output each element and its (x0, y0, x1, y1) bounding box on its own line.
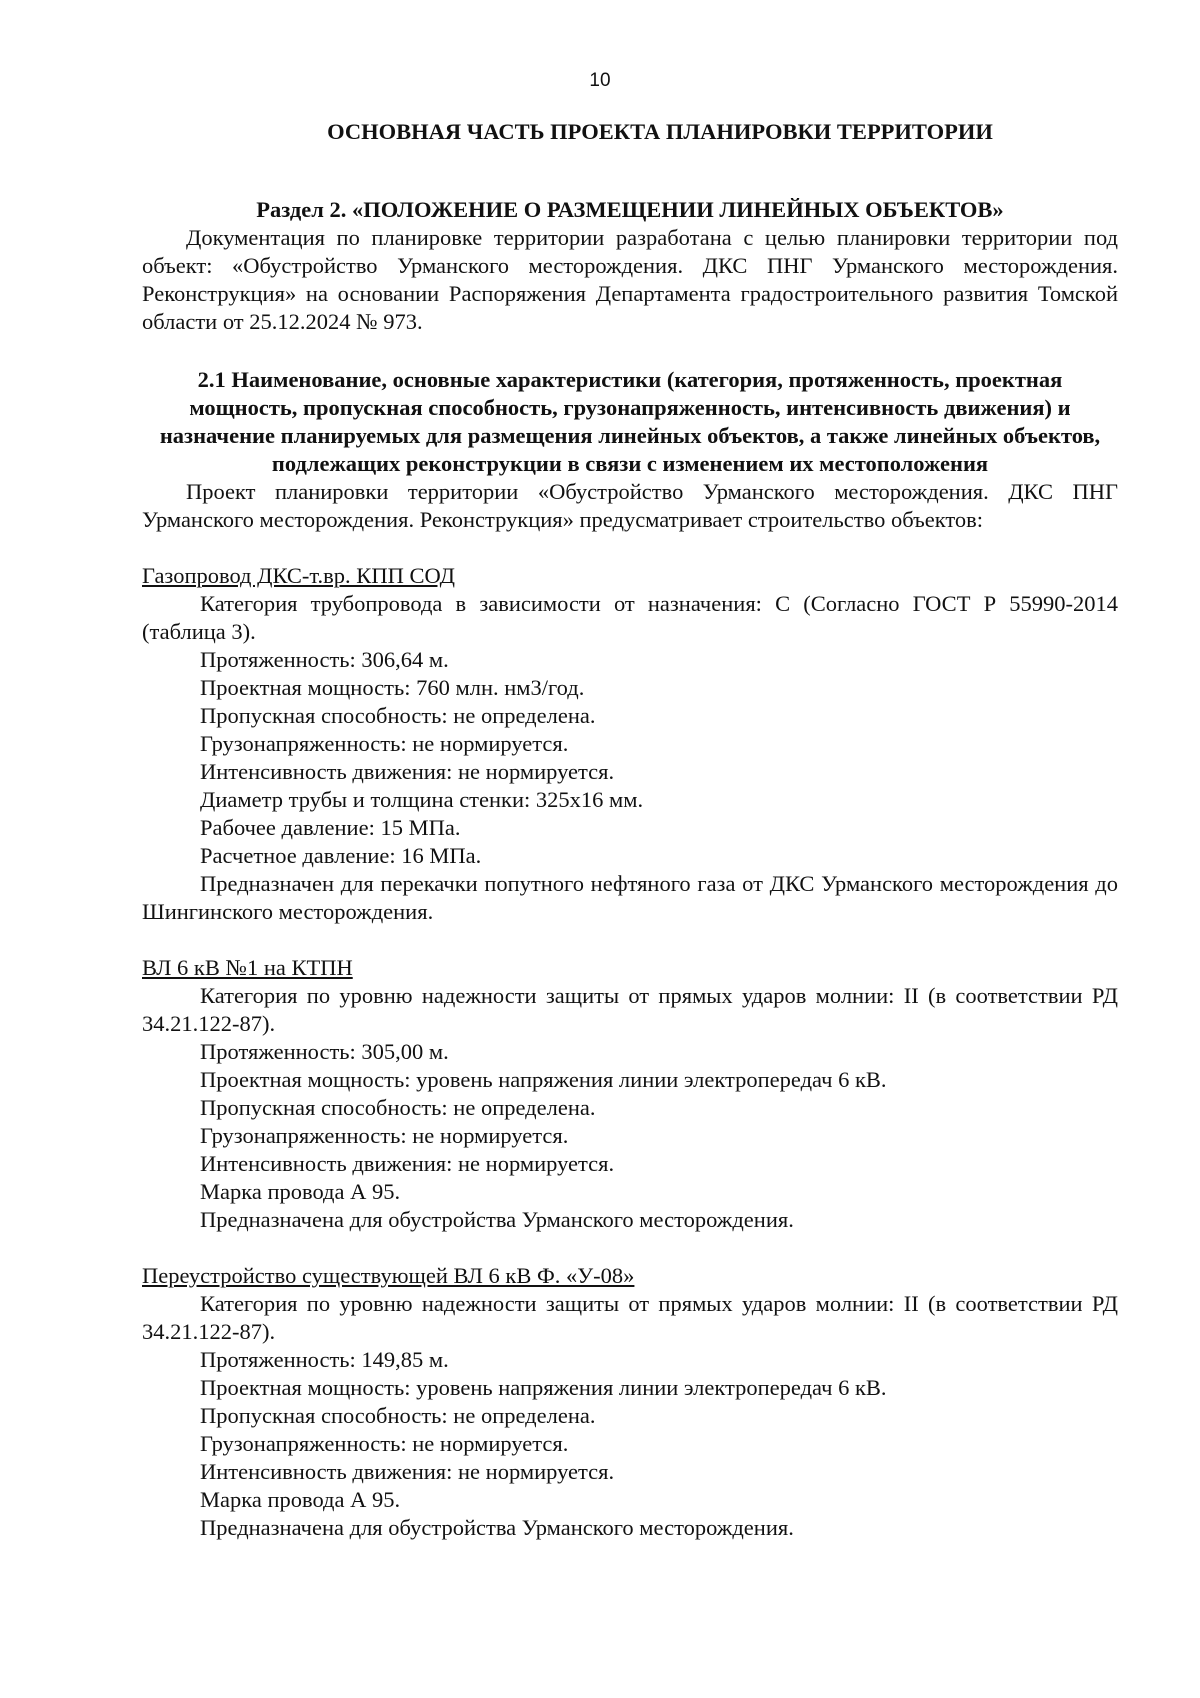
object-property: Грузонапряженность: не нормируется. (200, 1431, 569, 1456)
object-property: Интенсивность движения: не нормируется. (200, 1459, 615, 1484)
object-property: Предназначена для обустройства Урманского месторождения. (200, 1515, 794, 1540)
page-number: 10 (589, 70, 611, 91)
object-gas-pipeline (142, 562, 1118, 926)
document-body (142, 118, 1118, 1542)
object-property: Пропускная способность: не определена. (200, 703, 596, 728)
subsection-paragraph: Проект планировки территории «Обустройство Урманского месторождения. ДКС ПНГ Урманского месторождения. Реконструкция» предусматривает строительство объектов: (142, 479, 1118, 532)
intro-paragraph: Документация по планировке территории разработана с целью планировки территории под объект: «Обустройство Урманского месторождения. ДКС ПНГ Урманского месторождения. Реконструкция» на основании Распоряжения Департамента градостроительного развития Томской области от 25.12.2024 № 973. (142, 225, 1118, 334)
object-property: Предназначен для перекачки попутного нефтяного газа от ДКС Урманского месторождения до Шингинского месторождения. (142, 871, 1118, 924)
object-property: Проектная мощность: уровень напряжения линии электропередач 6 кВ. (200, 1067, 887, 1092)
object-title: Переустройство существующей ВЛ 6 кВ Ф. «У-08» (142, 1263, 635, 1288)
object-property: Марка провода А 95. (200, 1487, 401, 1512)
object-power-line-reconstruction (142, 1262, 1118, 1542)
object-property: Категория трубопровода в зависимости от назначения: С (Согласно ГОСТ Р 55990-2014 (таблица 3). (142, 591, 1118, 644)
object-property: Интенсивность движения: не нормируется. (200, 1151, 615, 1176)
object-property: Грузонапряженность: не нормируется. (200, 731, 569, 756)
object-property: Пропускная способность: не определена. (200, 1095, 596, 1120)
object-property: Категория по уровню надежности защиты от прямых ударов молнии: II (в соответствии РД 34.21.122-87). (142, 983, 1118, 1036)
object-property: Проектная мощность: уровень напряжения линии электропередач 6 кВ. (200, 1375, 887, 1400)
section-title: Раздел 2. «ПОЛОЖЕНИЕ О РАЗМЕЩЕНИИ ЛИНЕЙНЫХ ОБЪЕКТОВ» (256, 197, 1004, 222)
object-property: Расчетное давление: 16 МПа. (200, 843, 482, 868)
object-title: Газопровод ДКС-т.вр. КПП СОД (142, 563, 455, 588)
main-title: ОСНОВНАЯ ЧАСТЬ ПРОЕКТА ПЛАНИРОВКИ ТЕРРИТОРИИ (327, 119, 993, 144)
object-property: Проектная мощность: 760 млн. нм3/год. (200, 675, 585, 700)
object-property: Грузонапряженность: не нормируется. (200, 1123, 569, 1148)
object-property: Категория по уровню надежности защиты от прямых ударов молнии: II (в соответствии РД 34.21.122-87). (142, 1291, 1118, 1344)
object-property: Протяженность: 149,85 м. (200, 1347, 449, 1372)
object-property: Диаметр трубы и толщина стенки: 325х16 мм. (200, 787, 644, 812)
subsection-title: 2.1 Наименование, основные характеристики (категория, протяженность, проектная мощность, пропускная способность, грузонапряженность, интенсивность движения) и назначение планируемых для размещения линейных объектов, а также линейных объектов, подлежащих реконструкции в связи с изменением их местоположения (159, 367, 1101, 476)
object-property: Протяженность: 306,64 м. (200, 647, 449, 672)
object-property: Пропускная способность: не определена. (200, 1403, 596, 1428)
object-property: Предназначена для обустройства Урманского месторождения. (200, 1207, 794, 1232)
object-property: Марка провода А 95. (200, 1179, 401, 1204)
object-power-line-1 (142, 954, 1118, 1234)
object-property: Рабочее давление: 15 МПа. (200, 815, 461, 840)
object-title: ВЛ 6 кВ №1 на КТПН (142, 955, 353, 980)
object-property: Интенсивность движения: не нормируется. (200, 759, 615, 784)
object-property: Протяженность: 305,00 м. (200, 1039, 449, 1064)
